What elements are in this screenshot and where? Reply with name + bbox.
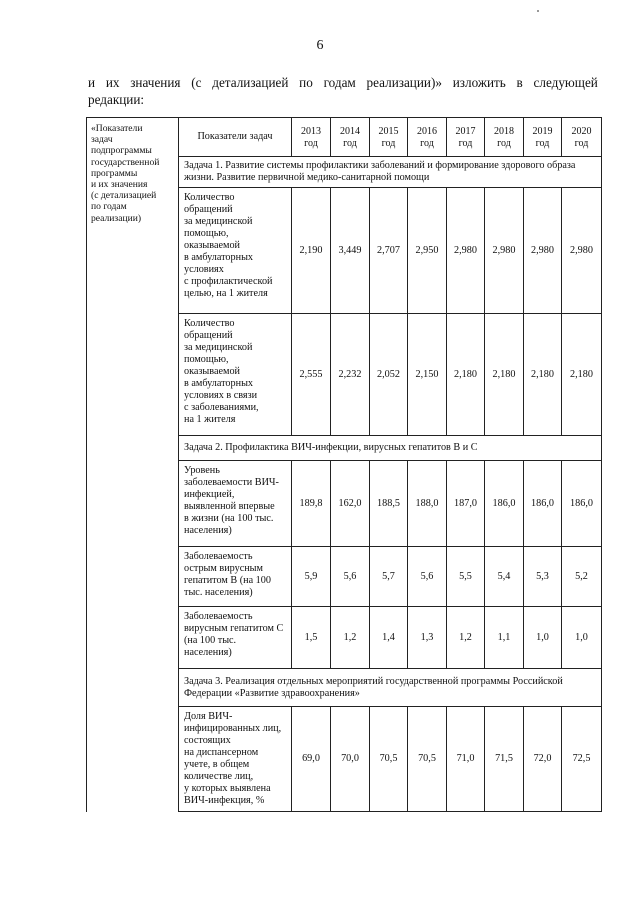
indicator-value: 188,5 — [370, 461, 408, 547]
year-unit: год — [497, 138, 511, 149]
indicator-name-line: в амбулаторных — [184, 252, 254, 263]
task-title: Задача 2. Профилактика ВИЧ-инфекции, вирусных гепатитов В и С — [179, 436, 602, 461]
indicator-name-line: вирусным гепатитом С — [184, 623, 284, 634]
side-label-line: и их значения — [91, 179, 148, 191]
indicator-name-line: инфицированных лиц, — [184, 723, 282, 734]
indicator-name-line: Количество — [184, 192, 235, 203]
indicator-name-line: у которых выявлена — [184, 783, 271, 794]
header-row — [87, 118, 602, 157]
header-label: Показатели задач — [179, 118, 292, 157]
indicator-value: 188,0 — [408, 461, 447, 547]
indicator-name-line: учете, в общем — [184, 759, 250, 770]
year-header-2017 — [447, 118, 485, 157]
year-number: 2020 — [571, 126, 592, 137]
indicator-value: 69,0 — [292, 707, 331, 812]
indicator-name-line: населения) — [184, 647, 232, 658]
indicator-name-line: заболеваемости ВИЧ- — [184, 477, 279, 488]
year-header-2015 — [370, 118, 408, 157]
task-title: Задача 1. Развитие системы профилактики заболеваний и формирование здорового образа жизни. Развитие первичной медико-санитарной помощи — [179, 157, 602, 188]
year-header-2019 — [524, 118, 562, 157]
indicator-value: 2,052 — [370, 314, 408, 436]
side-label-line: задач — [91, 134, 113, 146]
indicator-value: 1,3 — [408, 607, 447, 669]
indicator-value: 2,190 — [292, 188, 331, 314]
intro-word: в — [516, 75, 523, 90]
year-unit: год — [343, 138, 357, 149]
indicator-name — [179, 188, 292, 314]
indicator-name-line: условиях — [184, 264, 224, 275]
indicator-name-line: Заболеваемость — [184, 611, 253, 622]
indicator-value: 187,0 — [447, 461, 485, 547]
indicator-name-line: гепатитом В (на 100 — [184, 575, 271, 586]
indicator-value: 162,0 — [331, 461, 370, 547]
indicator-name-line: населения) — [184, 525, 232, 536]
intro-word: следующей — [533, 75, 598, 90]
indicator-name-line: Количество — [184, 318, 235, 329]
task-title: Задача 3. Реализация отдельных мероприятий государственной программы Российской Федерации «Развитие здравоохранения» — [179, 669, 602, 707]
indicator-name-line: обращений — [184, 330, 233, 341]
indicator-value: 2,180 — [524, 314, 562, 436]
intro-word: детализацией — [212, 75, 289, 90]
indicator-name — [179, 707, 292, 812]
indicator-value: 2,707 — [370, 188, 408, 314]
year-number: 2016 — [417, 126, 437, 137]
indicator-name-line: помощью, — [184, 228, 229, 239]
indicator-value: 72,0 — [524, 707, 562, 812]
indicator-value: 2,180 — [485, 314, 524, 436]
indicator-value: 70,5 — [408, 707, 447, 812]
indicator-name-line: острым вирусным — [184, 563, 263, 574]
indicator-name-line: целью, на 1 жителя — [184, 288, 268, 299]
intro-word: по — [299, 75, 313, 90]
indicator-value: 70,5 — [370, 707, 408, 812]
indicator-value: 5,9 — [292, 547, 331, 607]
year-unit: год — [535, 138, 550, 149]
indicator-value: 1,0 — [524, 607, 562, 669]
indicator-value: 1,5 — [292, 607, 331, 669]
indicator-value: 2,950 — [408, 188, 447, 314]
indicator-name — [179, 547, 292, 607]
year-header-2018 — [485, 118, 524, 157]
year-header-2016 — [408, 118, 447, 157]
indicator-name-line: на диспансерном — [184, 747, 259, 758]
year-header-2020 — [562, 118, 602, 157]
intro-line-1 — [88, 74, 598, 91]
year-number: 2019 — [532, 126, 553, 137]
indicator-value: 2,980 — [447, 188, 485, 314]
year-number: 2014 — [340, 126, 360, 137]
indicator-name-line: Уровень — [184, 465, 220, 476]
indicator-name — [179, 461, 292, 547]
side-label-line: программы — [91, 167, 138, 179]
indicators-table — [86, 117, 602, 812]
indicator-name — [179, 607, 292, 669]
year-unit: год — [304, 138, 318, 149]
intro-line-2: редакции: — [88, 92, 145, 107]
indicator-name-line: оказываемой — [184, 366, 240, 377]
intro-word: изложить — [452, 75, 506, 90]
indicator-value: 2,180 — [562, 314, 602, 436]
indicator-name-line: ВИЧ-инфекция, % — [184, 795, 265, 806]
indicator-name-line: количестве лиц, — [184, 771, 254, 782]
indicator-value: 1,2 — [447, 607, 485, 669]
side-label-line: реализации) — [91, 212, 142, 224]
indicator-value: 2,980 — [524, 188, 562, 314]
indicator-value: 72,5 — [562, 707, 602, 812]
indicator-value: 5,2 — [562, 547, 602, 607]
side-label-line: подпрограммы — [91, 145, 152, 157]
year-number: 2015 — [378, 126, 399, 137]
year-number: 2013 — [301, 126, 321, 137]
indicator-value: 2,150 — [408, 314, 447, 436]
indicator-value: 5,5 — [447, 547, 485, 607]
intro-word: и — [88, 75, 96, 90]
year-header-2013 — [292, 118, 331, 157]
year-unit: год — [574, 138, 589, 149]
intro-word: реализации)» — [366, 75, 442, 90]
indicator-name-line: за медицинской — [184, 342, 253, 353]
indicator-value: 186,0 — [485, 461, 524, 547]
year-number: 2018 — [494, 126, 514, 137]
side-label-line: (с детализацией — [91, 190, 157, 202]
indicator-value: 1,4 — [370, 607, 408, 669]
indicator-value: 2,980 — [485, 188, 524, 314]
indicator-name-line: инфекцией, — [184, 489, 235, 500]
indicator-name-line: оказываемой — [184, 240, 240, 251]
year-unit: год — [420, 138, 434, 149]
indicator-name-line: Доля ВИЧ- — [184, 711, 233, 722]
indicator-value: 186,0 — [562, 461, 602, 547]
indicator-value: 1,0 — [562, 607, 602, 669]
indicator-name-line: с профилактической — [184, 276, 273, 287]
indicator-name-line: (на 100 тыс. — [184, 635, 237, 646]
indicator-value: 70,0 — [331, 707, 370, 812]
intro-paragraph — [88, 74, 598, 108]
indicator-name-line: в жизни (на 100 тыс. — [184, 513, 274, 524]
indicator-name-line: условиях в связи — [184, 390, 258, 401]
indicator-name — [179, 314, 292, 436]
side-label-line: государственной — [91, 156, 160, 168]
side-label-line: по годам — [91, 201, 127, 213]
scan-speck — [537, 10, 539, 12]
indicator-value: 189,8 — [292, 461, 331, 547]
indicator-name-line: обращений — [184, 204, 233, 215]
indicator-value: 2,555 — [292, 314, 331, 436]
indicator-name-line: выявленной впервые — [184, 501, 275, 512]
indicator-name-line: на 1 жителя — [184, 414, 236, 425]
indicator-value: 5,6 — [331, 547, 370, 607]
indicator-name-line: помощью, — [184, 354, 229, 365]
indicator-value: 71,0 — [447, 707, 485, 812]
indicator-name-line: за медицинской — [184, 216, 253, 227]
indicator-value: 1,2 — [331, 607, 370, 669]
intro-word: их — [105, 75, 120, 90]
year-unit: год — [458, 138, 473, 149]
indicator-value: 2,980 — [562, 188, 602, 314]
year-header-2014 — [331, 118, 370, 157]
indicator-name-line: тыс. населения) — [184, 587, 253, 598]
year-unit: год — [381, 138, 396, 149]
indicator-value: 2,180 — [447, 314, 485, 436]
indicator-value: 5,3 — [524, 547, 562, 607]
indicator-value: 71,5 — [485, 707, 524, 812]
indicator-name-line: с заболеваниями, — [184, 402, 259, 413]
year-number: 2017 — [455, 126, 476, 137]
indicator-value: 1,1 — [485, 607, 524, 669]
side-label-cell — [87, 118, 179, 812]
indicator-name-line: состоящих — [184, 735, 231, 746]
indicator-value: 186,0 — [524, 461, 562, 547]
side-label-line: «Показатели — [91, 123, 143, 134]
intro-word: (с — [191, 75, 202, 90]
indicator-name-line: в амбулаторных — [184, 378, 254, 389]
indicator-value: 3,449 — [331, 188, 370, 314]
indicator-value: 5,6 — [408, 547, 447, 607]
indicator-name-line: Заболеваемость — [184, 551, 253, 562]
page-number: 6 — [316, 38, 324, 53]
intro-word: годам — [323, 75, 356, 90]
indicator-value: 2,232 — [331, 314, 370, 436]
intro-word: значения — [130, 75, 181, 90]
indicator-value: 5,4 — [485, 547, 524, 607]
indicator-value: 5,7 — [370, 547, 408, 607]
